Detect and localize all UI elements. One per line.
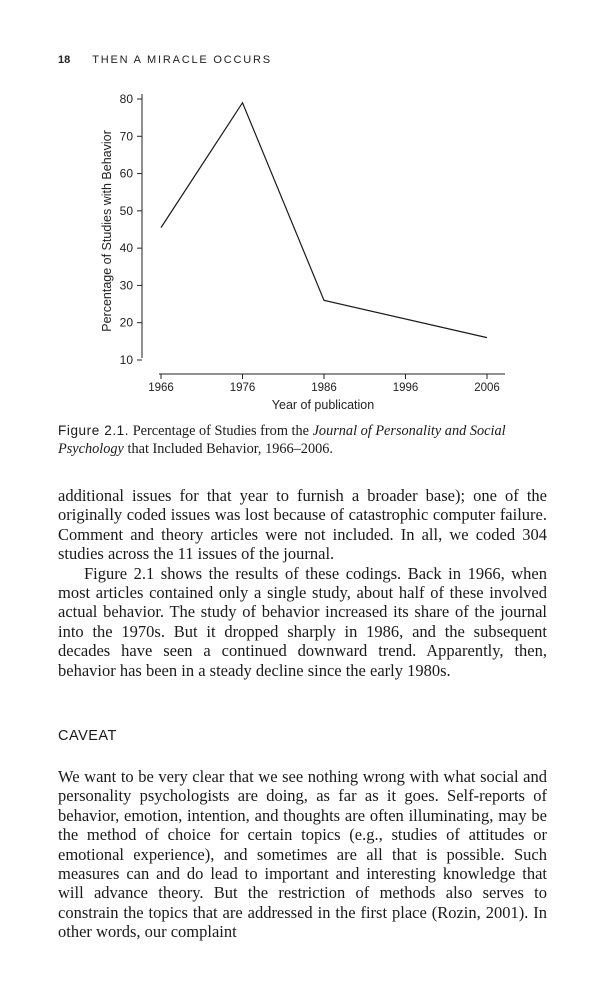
y-tick-label: 70 [119,129,133,144]
y-tick-label: 60 [119,166,133,181]
y-tick-label: 20 [119,315,133,330]
y-tick-label: 10 [119,353,133,367]
caveat-text [58,767,547,942]
series-line [161,103,487,338]
running-title: THEN A MIRACLE OCCURS [92,54,272,66]
x-tick-label: 1996 [392,382,419,394]
line-chart [90,86,520,416]
caption-text-start: Percentage of Studies from the [132,423,313,439]
y-tick-label: 40 [119,241,133,256]
journal-title: Journal of Personality and Social Psychology [58,423,506,457]
paragraph: additional issues for that year to furnish a broader base); one of the originally coded issues was lost because of catastrophic computer failure. Comment and theory articles were not included. In all, we coded 304 studies across the 11 issues of the journal. [58,486,547,564]
x-tick-label: 1966 [148,382,174,394]
paragraph: Figure 2.1 shows the results of these codings. Back in 1966, when most articles contained only a single study, about half of these involved actual behavior. The study of behavior increased its share of the journal into the 1970s. But it dropped sharply in 1986, and the subsequent decades have seen a continued downward trend. Apparently, then, behavior has been in a steady decline since the early 1980s. [58,563,547,680]
x-tick-label: 1976 [229,382,256,394]
paragraph: We want to be very clear that we see nothing wrong with what social and personality psychologists are doing, as far as it goes. Self-reports of behavior, emotion, intention, and thoughts are often illuminating, may be the method of choice for certain topics (e.g., studies of attitudes or emotional experience), and sometimes are all that is possible. Such measures can and do lead to important and interesting knowledge that will advance theory. But the restriction of methods also serves to constrain the topics that are addressed in the first place (Rozin, 2001). In other words, our complaint [58,767,547,942]
section-heading: CAVEAT [58,728,117,744]
y-tick-label: 30 [119,278,133,293]
page-number: 18 [58,54,71,66]
x-tick-label: 2006 [474,382,500,394]
x-tick-label: 1986 [311,382,337,394]
running-head [58,54,272,66]
figure-label: Figure 2.1. [58,423,130,438]
body-text [58,486,547,680]
y-axis [120,92,142,367]
figure-caption [58,422,548,458]
y-tick-label: 80 [119,92,133,106]
y-tick-label: 50 [119,203,133,218]
plot-area [161,103,487,338]
x-axis-label: Year of publication [271,398,375,412]
x-axis [148,374,505,394]
y-axis-label: Percentage of Studies with Behavior [100,130,114,332]
caption-text-end: that Included Behavior, 1966–2006. [123,441,333,457]
